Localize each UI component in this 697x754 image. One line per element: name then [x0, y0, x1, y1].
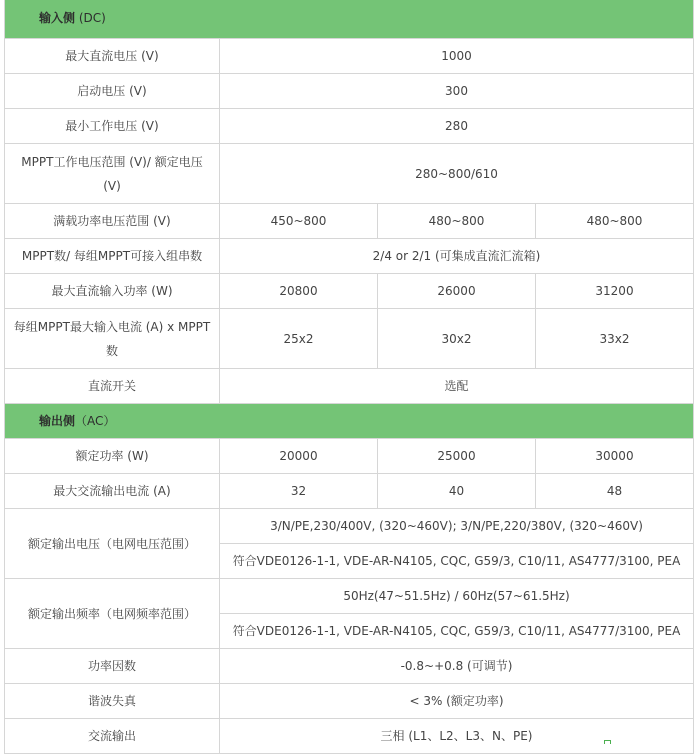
row-value: 32 [220, 474, 378, 509]
row-value: 符合VDE0126-1-1, VDE-AR-N4105, CQC, G59/3, C10/11, AS4777/3100, PEA [220, 544, 694, 579]
table-row [5, 439, 694, 474]
row-label: 额定输出电压（电网电压范围） [5, 509, 220, 579]
row-label: 最大交流输出电流 (A) [5, 474, 220, 509]
row-label: 额定输出频率（电网频率范围） [5, 579, 220, 649]
table-row [5, 684, 694, 719]
table-row [5, 39, 694, 74]
table-row [5, 509, 694, 544]
row-label: 直流开关 [5, 369, 220, 404]
row-value: 300 [220, 74, 694, 109]
row-value: 280~800/610 [220, 144, 694, 204]
row-value: -0.8~+0.8 (可调节) [220, 649, 694, 684]
row-value: 480~800 [378, 204, 536, 239]
scroll-marker-icon [604, 740, 611, 744]
row-label: 功率因数 [5, 649, 220, 684]
row-value: 20000 [220, 439, 378, 474]
section-header-input [5, 0, 694, 39]
row-value: < 3% (额定功率) [220, 684, 694, 719]
row-value: 2/4 or 2/1 (可集成直流汇流箱) [220, 239, 694, 274]
row-value: 符合VDE0126-1-1, VDE-AR-N4105, CQC, G59/3, C10/11, AS4777/3100, PEA [220, 614, 694, 649]
table-row [5, 109, 694, 144]
row-value: 280 [220, 109, 694, 144]
row-label: 谐波失真 [5, 684, 220, 719]
row-label: MPPT工作电压范围 (V)/ 额定电压 (V) [5, 144, 220, 204]
row-label: 满载功率电压范围 (V) [5, 204, 220, 239]
row-value: 26000 [378, 274, 536, 309]
row-value: 40 [378, 474, 536, 509]
row-label: 最小工作电压 (V) [5, 109, 220, 144]
row-label: 最大直流电压 (V) [5, 39, 220, 74]
row-label: 额定功率 (W) [5, 439, 220, 474]
section-title: 输入侧 [39, 10, 76, 25]
section-unit: （AC） [75, 414, 116, 428]
row-value: 25x2 [220, 309, 378, 369]
table-row [5, 649, 694, 684]
row-value: 31200 [536, 274, 694, 309]
table-row [5, 274, 694, 309]
table-row [5, 474, 694, 509]
row-label: MPPT数/ 每组MPPT可接入组串数 [5, 239, 220, 274]
row-value: 33x2 [536, 309, 694, 369]
row-value: 450~800 [220, 204, 378, 239]
row-value: 480~800 [536, 204, 694, 239]
row-value: 50Hz(47~51.5Hz) / 60Hz(57~61.5Hz) [220, 579, 694, 614]
row-value: 1000 [220, 39, 694, 74]
spec-table [4, 0, 694, 754]
table-row [5, 719, 694, 754]
row-value: 30x2 [378, 309, 536, 369]
section-unit: (DC) [75, 10, 106, 25]
row-value: 25000 [378, 439, 536, 474]
table-row [5, 369, 694, 404]
row-value: 30000 [536, 439, 694, 474]
row-label: 最大直流输入功率 (W) [5, 274, 220, 309]
row-value: 20800 [220, 274, 378, 309]
table-row [5, 204, 694, 239]
row-value: 三相 (L1、L2、L3、N、PE) [220, 719, 694, 754]
table-row [5, 309, 694, 369]
table-row [5, 579, 694, 614]
row-label: 启动电压 (V) [5, 74, 220, 109]
table-row [5, 239, 694, 274]
row-label: 每组MPPT最大输入电流 (A) x MPPT数 [5, 309, 220, 369]
section-title: 输出侧 [39, 414, 76, 428]
row-value: 3/N/PE,230/400V, (320~460V); 3/N/PE,220/380V, (320~460V) [220, 509, 694, 544]
row-label: 交流输出 [5, 719, 220, 754]
section-title-cell [5, 404, 694, 439]
table-row [5, 74, 694, 109]
row-value: 选配 [220, 369, 694, 404]
section-title-cell [5, 0, 694, 39]
row-value: 48 [536, 474, 694, 509]
table-row [5, 144, 694, 204]
section-header-output [5, 404, 694, 439]
